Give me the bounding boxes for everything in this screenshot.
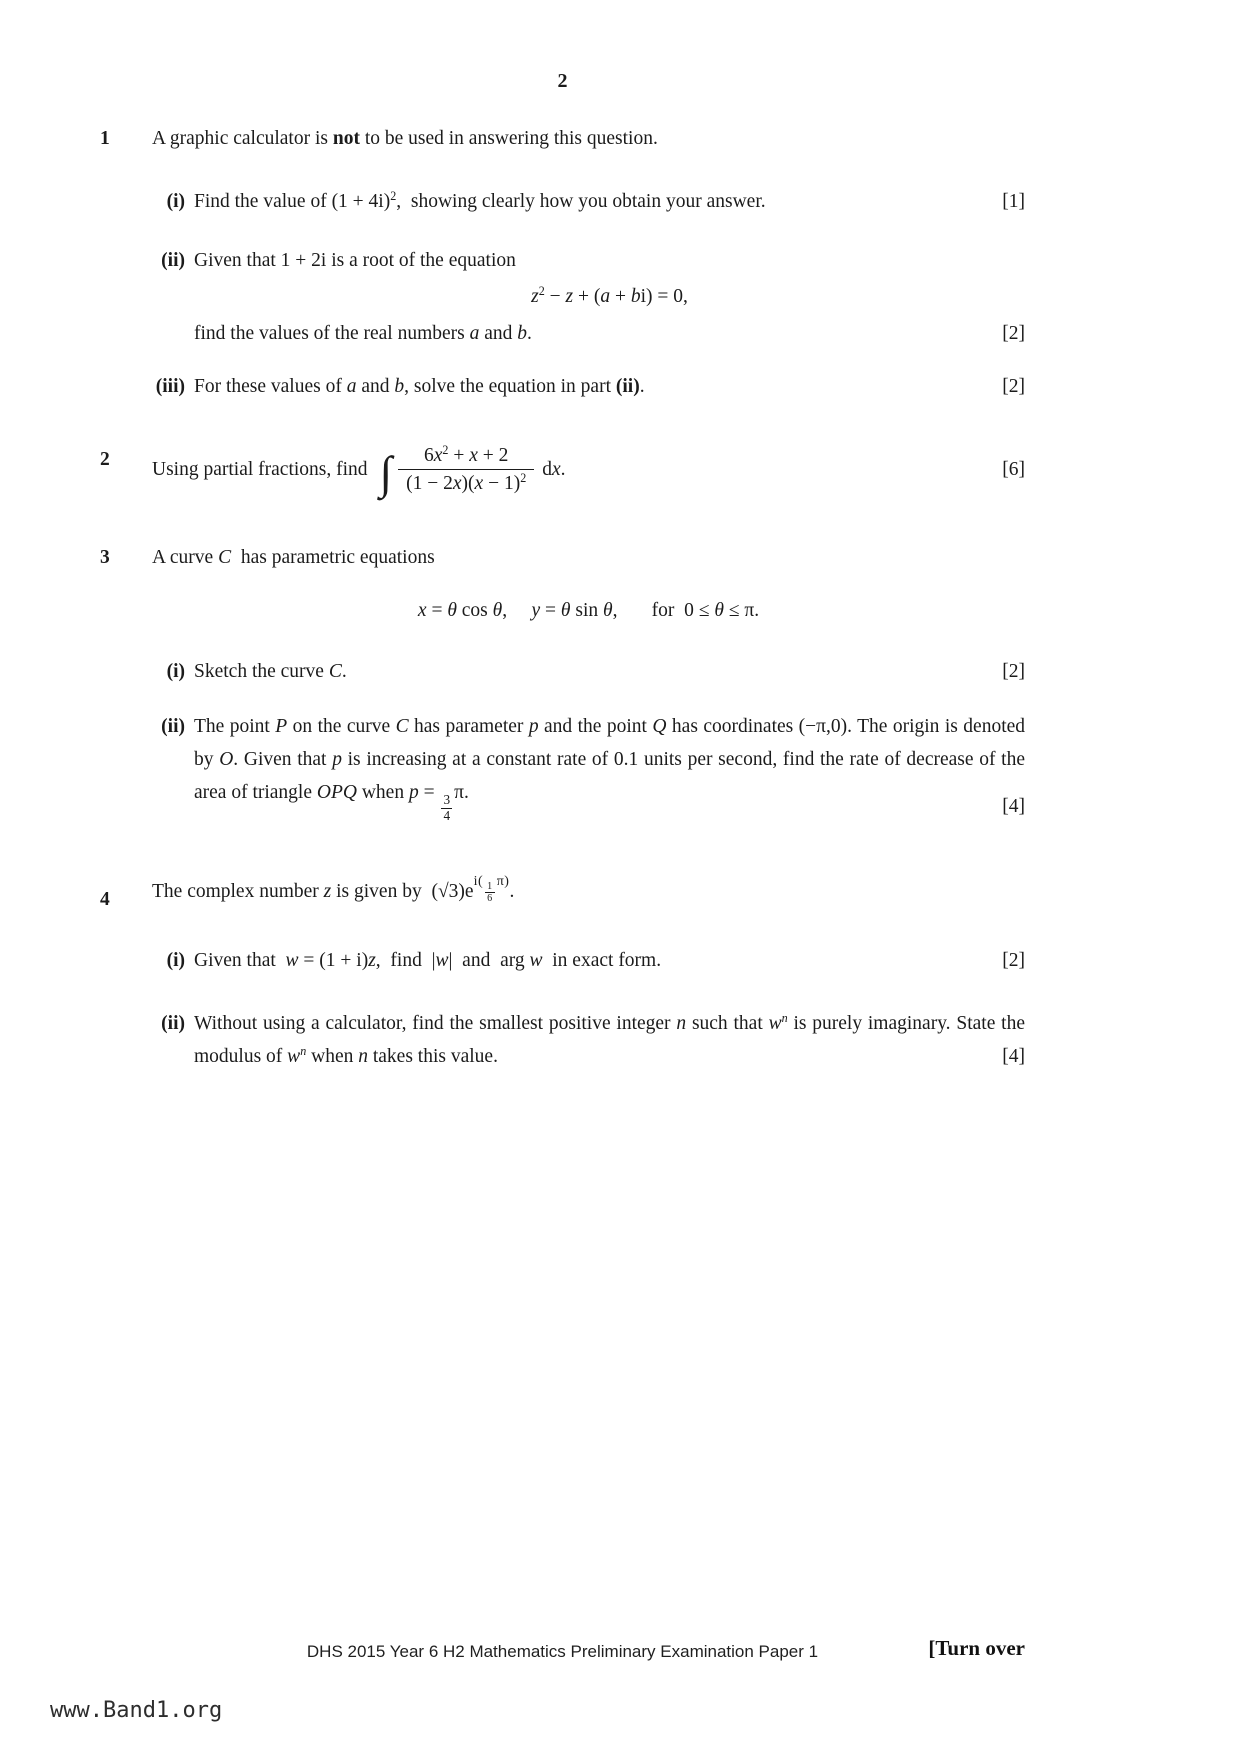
question-2-stem: Using partial fractions, find ∫ $\frac{6x^2 + x + 2}{(1 - 2x)(x - 1)^2}$ dx. [6] <box>152 442 1025 498</box>
question-3 <box>100 541 1026 824</box>
footer-exam-title: DHS 2015 Year 6 H2 Mathematics Preliminary Examination Paper 1 <box>306 1642 819 1661</box>
question-1-stem: A graphic calculator is not to be used in answering this question. <box>152 128 658 149</box>
question-3-part-ii <box>152 710 1025 823</box>
part-label: (iii) <box>155 375 185 397</box>
page-content <box>100 108 1026 1074</box>
differential-dx: dx. <box>542 459 566 481</box>
marks-badge: [2] <box>1002 950 1025 972</box>
question-4-stem <box>100 859 1025 916</box>
part-label: (ii) <box>161 715 185 737</box>
marks-badge: [2] <box>1002 375 1025 397</box>
part-label: (i) <box>166 660 185 682</box>
question-4-number: 4 <box>100 888 110 910</box>
page-number: 2 <box>557 70 568 92</box>
question-4 <box>100 859 1026 1073</box>
marks-badge: [2] <box>1002 322 1025 344</box>
part-text: Given that w = (1 + i)z, find |w| and arg w in exact form. <box>194 950 662 972</box>
question-1-part-i <box>152 185 1025 218</box>
part-label: (ii) <box>161 250 185 272</box>
question-3-number: 3 <box>100 546 110 568</box>
stem-period: . <box>509 881 515 903</box>
part-label: (i) <box>166 950 185 972</box>
part-text: For these values of a and b, solve the equation in part (ii). <box>194 375 645 397</box>
marks-badge: [2] <box>1002 660 1025 682</box>
equation: $z^2 - z + (a + bi) = 0$, <box>531 284 688 308</box>
question-3-stem: A curve C has parametric equations <box>152 546 435 568</box>
fraction-denominator: $(1 - 2x)(x - 1)^2$ <box>398 469 534 496</box>
marks-badge: [6] <box>1002 459 1025 481</box>
question-2-number: 2 <box>100 448 110 470</box>
question-4-text: The complex number z is given by (√3)e <box>152 881 474 903</box>
part-text: Sketch the curve C. <box>194 660 347 682</box>
part-intro: Given that 1 + 2i is a root of the equation <box>194 250 516 272</box>
turn-over-label: [Turn over <box>928 1636 1025 1660</box>
part-label: (ii) <box>161 1013 185 1035</box>
part-label: (i) <box>166 191 185 213</box>
question-4-part-i <box>152 944 1025 977</box>
fraction-numerator: $6x^2 + x + 2$ <box>424 442 509 466</box>
part-text: Without using a calculator, find the smallest positive integer n such that $w^n$ is purely imaginary. State the modulus of $w^n$ when n takes this value. <box>194 1010 1026 1068</box>
part-text <box>194 244 1025 349</box>
part-text: The point P on the curve C has parameter p and the point Q has coordinates (−π,0). The origin is denoted by O. Given that p is increasing at a constant rate of 0.1 units per second, find the rate of decrease of the area of triangle OPQ when p = $\frac{3}{4}$ π. <box>194 715 1026 823</box>
question-1 <box>100 122 1025 403</box>
marks-badge: [4] <box>1002 796 1025 818</box>
question-2-lead: Using partial fractions, find <box>152 459 368 481</box>
exponent: i( 1 6 π) <box>473 873 510 905</box>
question-1-number: 1 <box>100 128 110 149</box>
part-outro: find the values of the real numbers a and b. <box>194 322 532 344</box>
question-3-part-i <box>152 655 1025 688</box>
question-1-part-iii <box>152 370 1025 403</box>
marks-badge: [1] <box>1002 191 1025 213</box>
question-4-part-ii <box>152 1007 1025 1073</box>
question-2 <box>100 442 1025 498</box>
marks-badge: [4] <box>1002 1046 1025 1068</box>
question-1-part-ii <box>152 244 1025 349</box>
part-text: Find the value of $(1 + 4i)^2$, showing clearly how you obtain your answer. <box>194 188 766 213</box>
question-2-fraction <box>398 443 534 497</box>
question-3-equation: x = θ cos θ, y = θ sin θ, for 0 ≤ θ ≤ π. <box>417 599 760 621</box>
watermark-url: www.Band1.org <box>50 1698 223 1723</box>
